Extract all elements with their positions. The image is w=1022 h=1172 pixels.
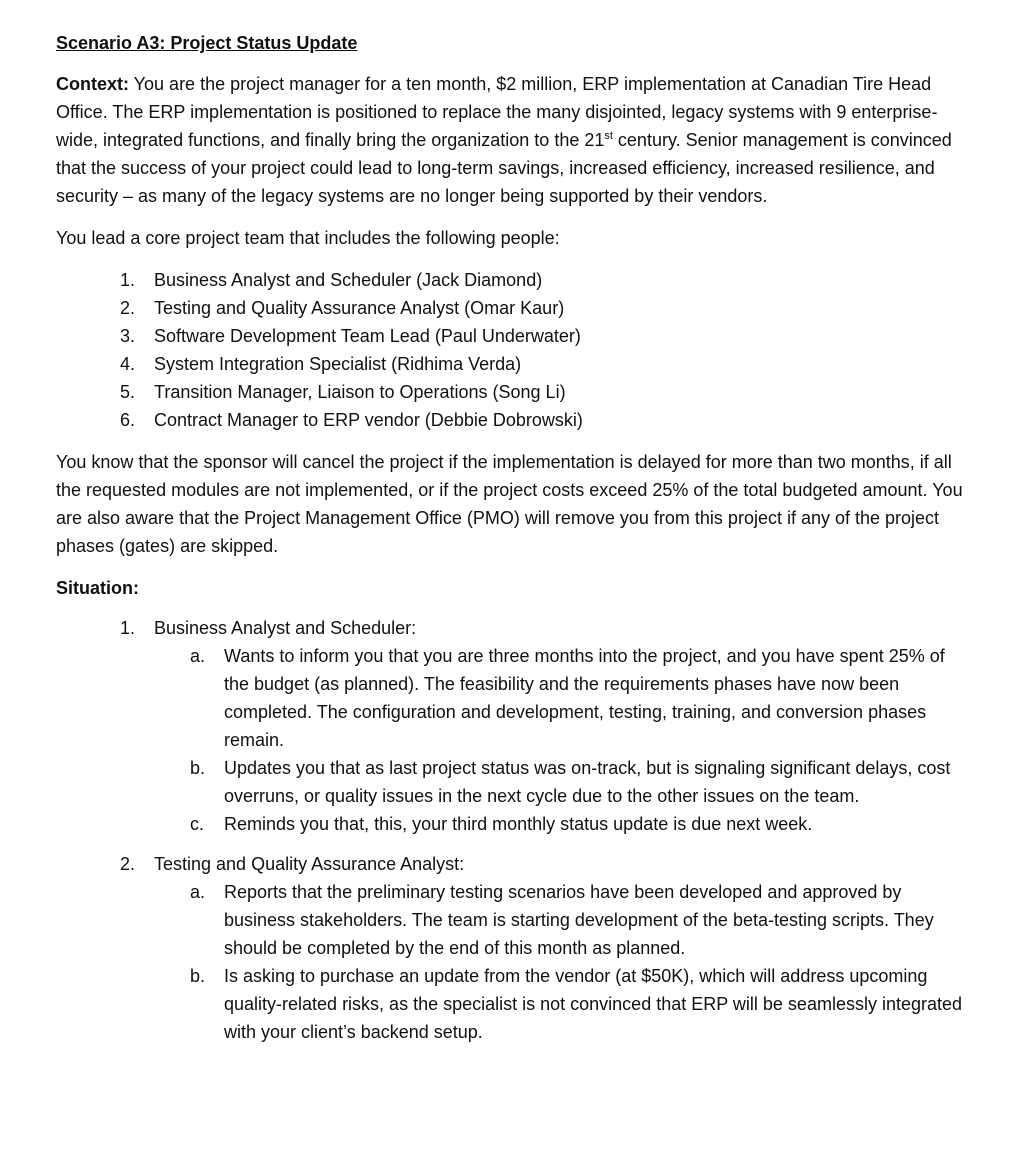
sub-list — [56, 642, 966, 838]
context-text-2: century. Senior management is convinced that the success of your project could lead to long-term savings, increased efficiency, increased resilience, and security – as many of the legacy systems are no longer being supported by their vendors. — [56, 130, 952, 206]
sub-list-item — [56, 754, 966, 810]
role-heading: Business Analyst and Scheduler: — [154, 618, 417, 638]
team-intro: You lead a core project team that includes the following people: — [56, 228, 560, 248]
context-paragraph — [56, 70, 966, 210]
list-letter: c. — [190, 814, 205, 834]
list-item — [56, 378, 966, 406]
sub-list-item — [56, 878, 966, 962]
sub-item-text: Reminds you that, this, your third monthly status update is due next week. — [224, 814, 813, 834]
team-member: Software Development Team Lead (Paul Underwater) — [154, 326, 581, 346]
context-label: Context: — [56, 74, 129, 94]
team-member: Transition Manager, Liaison to Operations (Song Li) — [154, 382, 566, 402]
list-number: 1. — [120, 270, 136, 290]
list-item — [56, 322, 966, 350]
sub-item-text: Is asking to purchase an update from the vendor (at $50K), which will address upcoming quality-related risks, as the specialist is not convinced that ERP will be seamlessly integrated with your client’s backend setup. — [224, 966, 963, 1042]
list-item — [56, 350, 966, 378]
sub-list — [56, 878, 966, 1046]
list-letter: b. — [190, 758, 206, 778]
sub-list-item — [56, 962, 966, 1046]
list-number: 5. — [120, 382, 136, 402]
list-item — [56, 266, 966, 294]
list-number: 6. — [120, 410, 136, 430]
sub-item-text: Updates you that as last project status was on-track, but is signaling significant delays, cost overruns, or quality issues in the next cycle due to the other issues on the team. — [224, 758, 951, 806]
situation-heading: Situation: — [56, 578, 139, 598]
list-number: 4. — [120, 354, 136, 374]
ordinal-suffix: st — [604, 130, 613, 142]
situation-item-heading — [56, 850, 966, 878]
list-letter: a. — [190, 646, 206, 666]
list-number: 1. — [120, 618, 136, 638]
list-number: 2. — [120, 298, 136, 318]
list-number: 2. — [120, 854, 136, 874]
sub-item-text: Reports that the preliminary testing scenarios have been developed and approved by business stakeholders. The team is starting development of the beta-testing scripts. They should be completed by the end of this month as planned. — [224, 882, 934, 958]
list-item — [56, 294, 966, 322]
sponsor-paragraph: You know that the sponsor will cancel the project if the implementation is delayed for more than two months, if all the requested modules are not implemented, or if the project costs exceed 25% of the total budgeted amount. You are also aware that the Project Management Office (PMO) will remove you from this project if any of the project phases (gates) are skipped. — [56, 452, 963, 556]
team-member: System Integration Specialist (Ridhima Verda) — [154, 354, 522, 374]
situation-item-heading — [56, 614, 966, 642]
page-title: Scenario A3: Project Status Update — [56, 33, 358, 53]
sub-list-item — [56, 810, 966, 838]
role-heading: Testing and Quality Assurance Analyst: — [154, 854, 465, 874]
team-list — [56, 266, 966, 434]
situation-item-business-analyst — [56, 614, 966, 838]
context-text-1: You are the project manager for a ten month, $2 million, ERP implementation at Canadian Tire Head Office. The ERP implementation is positioned to replace the many disjointed, legacy systems with 9 enterprise-wide, integrated functions, and finally bring the organization to the 21 — [56, 74, 938, 150]
sub-list-item — [56, 642, 966, 754]
list-item — [56, 406, 966, 434]
list-letter: b. — [190, 966, 206, 986]
team-member: Testing and Quality Assurance Analyst (Omar Kaur) — [154, 298, 565, 318]
team-member: Business Analyst and Scheduler (Jack Diamond) — [154, 270, 543, 290]
list-letter: a. — [190, 882, 206, 902]
situation-item-testing-analyst — [56, 850, 966, 1046]
sub-item-text: Wants to inform you that you are three months into the project, and you have spent 25% of the budget (as planned). The feasibility and the requirements phases have now been completed. The configuration and development, testing, training, and conversion phases remain. — [224, 646, 945, 750]
team-member: Contract Manager to ERP vendor (Debbie Dobrowski) — [154, 410, 583, 430]
list-number: 3. — [120, 326, 136, 346]
